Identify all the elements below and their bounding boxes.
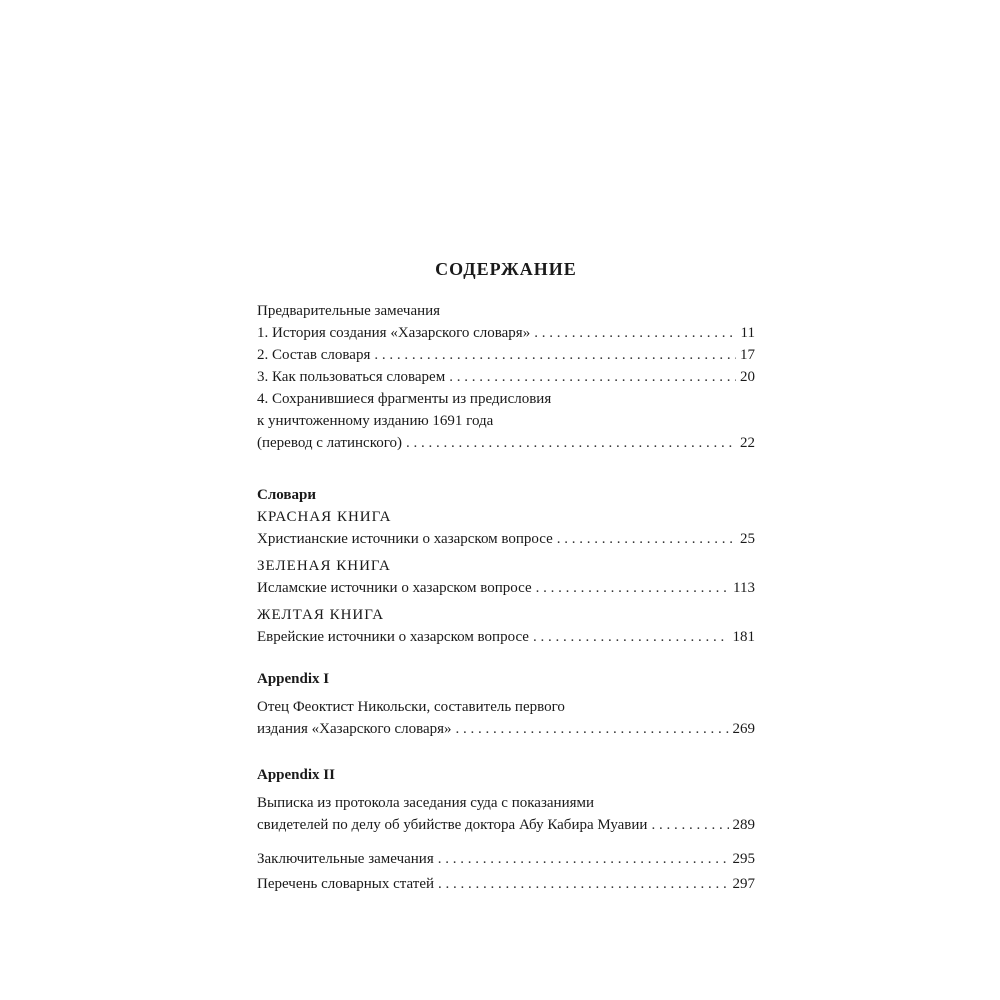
book-title: ЗЕЛЕНАЯ КНИГА [257, 558, 391, 574]
dictionaries-section [257, 484, 755, 648]
section-heading: Appendix II [257, 767, 335, 783]
appendix2-section [257, 764, 755, 836]
toc-entry[interactable] [257, 848, 755, 870]
toc-entry-multiline[interactable] [257, 792, 755, 836]
leader-dots [651, 814, 728, 836]
page-title: СОДЕРЖАНИЕ [435, 259, 577, 279]
leader-dots [536, 577, 729, 599]
toc-entry-line: свидетелей по делу об убийстве доктора Абу Кабира Муавии [257, 817, 648, 833]
toc-entry-label: 1. История создания «Хазарского словаря» [257, 325, 531, 341]
toc-entry-page: 25 [740, 531, 755, 547]
leader-dots [406, 432, 736, 454]
closing-section [257, 848, 755, 895]
leader-dots [438, 873, 728, 895]
toc-entry-line: (перевод с латинского) [257, 435, 402, 451]
preliminary-heading: Предварительные замечания [257, 303, 441, 319]
preliminary-section [257, 300, 755, 454]
book-title: КРАСНАЯ КНИГА [257, 509, 392, 525]
leader-dots [456, 718, 729, 740]
toc-entry[interactable] [257, 366, 755, 388]
leader-dots [534, 322, 736, 344]
section-heading: Appendix I [257, 671, 330, 687]
toc-entry-multiline[interactable] [257, 388, 755, 454]
book-title: ЖЕЛТАЯ КНИГА [257, 607, 385, 623]
leader-dots [533, 626, 729, 648]
toc-entry-label: 3. Как пользоваться словарем [257, 369, 446, 385]
toc-entry-page: 297 [732, 876, 755, 892]
leader-dots [438, 848, 729, 870]
toc-entry-label: Заключительные замечания [257, 851, 434, 867]
toc-entry-page: 11 [740, 325, 755, 341]
toc-entry-line: Выписка из протокола заседания суда с показаниями [257, 795, 595, 811]
toc-entry[interactable] [257, 322, 755, 344]
leader-dots [374, 344, 736, 366]
leader-dots [557, 528, 736, 550]
toc-entry-page: 269 [732, 721, 755, 737]
toc-entry-label: Перечень словарных статей [257, 876, 435, 892]
section-heading: Словари [257, 487, 316, 503]
toc-entry-page: 17 [740, 347, 755, 363]
toc-entry-line: к уничтоженному изданию 1691 года [257, 413, 494, 429]
toc-entry-label: Христианские источники о хазарском вопросе [257, 531, 553, 547]
toc-entry-page: 20 [740, 369, 755, 385]
leader-dots [449, 366, 736, 388]
toc-entry-label: Еврейские источники о хазарском вопросе [257, 629, 529, 645]
toc-entry-page: 22 [740, 435, 755, 451]
toc-entry-line: Отец Феоктист Никольски, составитель первого [257, 699, 565, 715]
toc-entry[interactable] [257, 873, 755, 895]
toc-entry-label: 2. Состав словаря [257, 347, 371, 363]
toc-entry-page: 289 [732, 817, 755, 833]
toc-entry-line: 4. Сохранившиеся фрагменты из предисловия [257, 391, 552, 407]
toc-entry-page: 181 [732, 629, 755, 645]
appendix1-section [257, 668, 755, 740]
toc-entry-multiline[interactable] [257, 696, 755, 740]
book-entry[interactable] [257, 555, 755, 599]
toc-entry-label: Исламские источники о хазарском вопросе [257, 580, 532, 596]
book-entry[interactable] [257, 506, 755, 550]
toc-entry-line: издания «Хазарского словаря» [257, 721, 452, 737]
toc-entry[interactable] [257, 344, 755, 366]
book-entry[interactable] [257, 604, 755, 648]
toc-entry-page: 113 [733, 580, 755, 596]
toc-entry-page: 295 [732, 851, 755, 867]
